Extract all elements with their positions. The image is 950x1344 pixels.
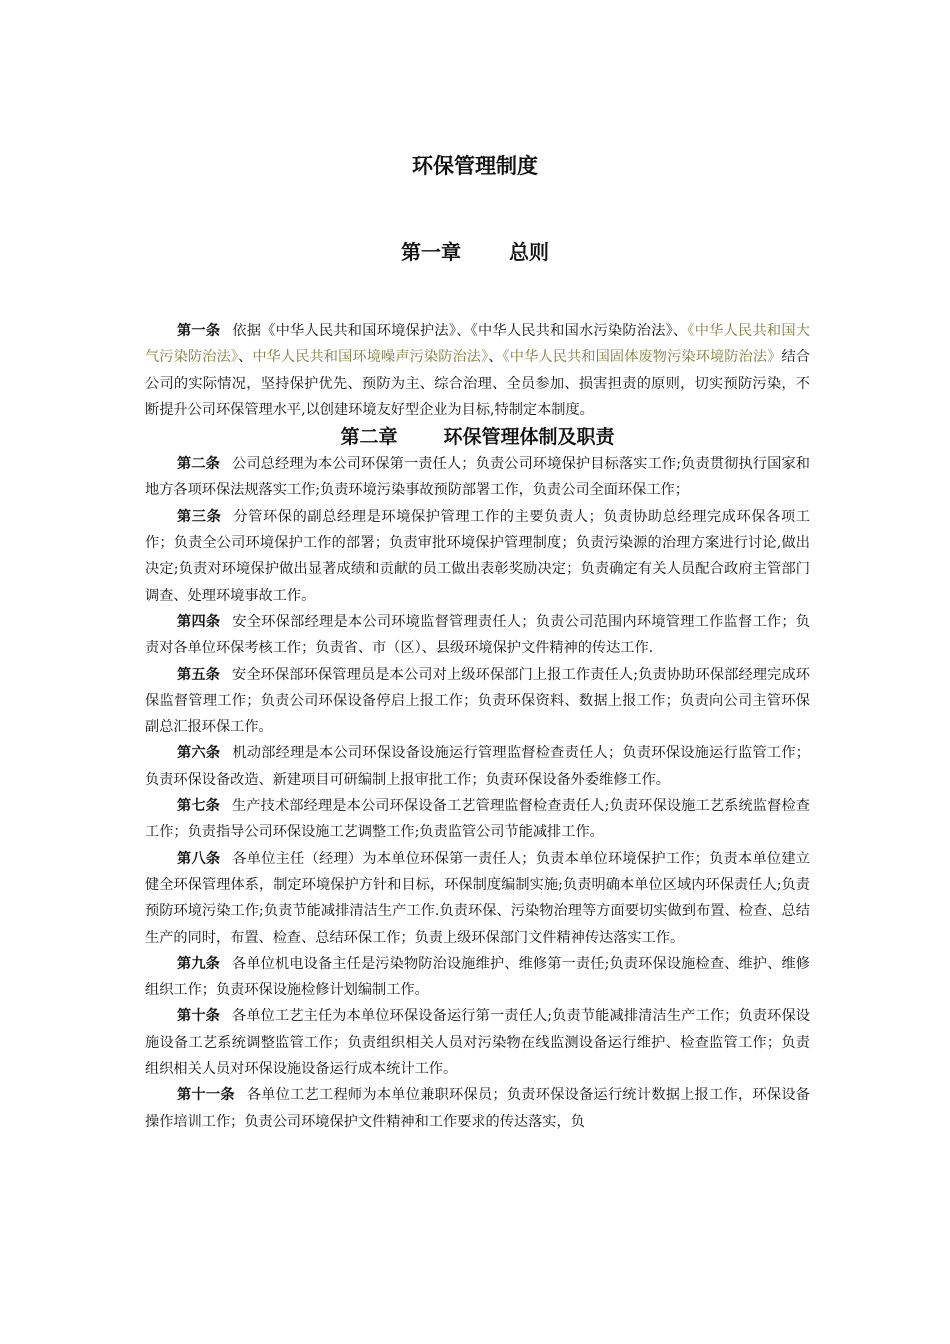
article-paragraph [145,740,810,793]
article-text: 安全环保部经理是本公司环境监督管理责任人；负责公司范围内环境管理工作监督工作；负责对各单位环保考核工作；负责省、市（区）、县级环境保护文件精神的传达工作. [145,613,810,657]
chapter-name: 总则 [509,240,549,264]
law-reference: 《中华人民共和国大气污染防治法》 [145,323,810,366]
article-paragraph [145,662,810,741]
article-paragraph [145,609,810,662]
separator: 、 [488,349,503,366]
law-reference: 《中华人民共和国固体废物污染环境防治法》 [502,349,782,366]
article-number: 第九条 [177,955,220,972]
chapter-name: 环保管理体制及职责 [443,426,615,449]
document-body [145,318,810,1135]
article-text: 生产技术部经理是本公司环保设备工艺管理监督检查责任人;负责环保设施工艺系统监督检查工作；负责指导公司环保设施工艺调整工作;负责监管公司节能减排工作。 [145,798,810,841]
article-number: 第八条 [177,850,221,867]
article-paragraph [145,451,810,504]
article-text: 各单位工艺主任为本单位环保设备运行第一责任人;负责节能减排清洁生产工作；负责环保设施设备工艺系统调整监管工作；负责组织相关人员对污染物在线监测设备运行维护、检查监管工作；负责组织相关人员对环保设施设备运行成本统计工作。 [145,1008,810,1078]
document-title: 环保管理制度 [412,154,538,178]
article-number: 第七条 [177,798,220,815]
article-text: 安全环保部环保管理员是本公司对上级环保部门上报工作责任人;负责协助环保部经理完成环保监督管理工作；负责公司环保设备停启上报工作；负责环保资料、数据上报工作；负责向公司主管环保副总汇报环保工作。 [145,666,810,736]
article-paragraph [145,951,810,1004]
article-text: 各单位工艺工程师为本单位兼职环保员；负责环保设备运行统计数据上报工作，环保设备操作培训工作；负责公司环境保护文件精神和工作要求的传达落实，负 [145,1087,810,1130]
article-text: 公司总经理为本公司环保第一责任人；负责公司环境保护目标落实工作;负责贯彻执行国家和地方各项环保法规落实工作;负责环境污染事故预防部署工作，负责公司全面环保工作； [145,456,810,499]
separator: 、 [238,349,253,366]
article-paragraph [145,793,810,846]
article-number: 第五条 [177,666,220,683]
article-number: 第十一条 [177,1087,235,1104]
article-text: 各单位主任（经理）为本单位环保第一责任人；负责本单位环境保护工作；负责本单位建立健全环保管理体系，制定环境保护方针和目标，环保制度编制实施;负责明确本单位区域内环保责任人;负责预防环境污染工作;负责节能减排清洁生产工作.负责环保、污染物治理等方面要切实做到布置、检查、总结生产的同时，布置、检查、总结环保工作；负责上级环保部门文件精神传达落实工作。 [145,850,810,946]
law-reference: 中华人民共和国环境噪声污染防治法》 [252,349,489,366]
article-paragraph [145,1082,810,1135]
chapter-number: 第二章 [340,426,398,449]
article-number: 第三条 [177,508,222,525]
article-text: 各单位机电设备主任是污染物防治设施维护、维修第一责任;负责环保设施检查、维护、维修组织工作；负责环保设施检修计划编制工作。 [145,955,810,999]
article-number: 第二条 [177,456,220,473]
article-number: 第四条 [177,613,221,630]
article-number: 第六条 [177,745,221,762]
article-text: 依据《中华人民共和国环境保护法》、《中华人民共和国水污染防治法》、 [232,323,688,339]
article-paragraph [145,846,810,951]
chapter-heading-1 [0,236,950,265]
article-text: 机动部经理是本公司环保设备设施运行管理监督检查责任人；负责环保设施运行监管工作；负责环保设备改造、新建项目可研编制上报审批工作；负责环保设备外委维修工作。 [145,745,810,788]
article-paragraph [145,1003,810,1082]
article-text: 结合公司的实际情况，坚持保护优先、预防为主、综合治理、全员参加、损害担责的原则，切实预防污染，不断提升公司环保管理水平,以创建环境友好型企业为目标,特制定本制度。 [145,349,810,418]
article-text: 分管环保的副总经理是环境保护管理工作的主要负责人；负责协助总经理完成环保各项工作；负责全公司环境保护工作的部署；负责审批环境保护管理制度；负责污染源的治理方案进行讨论,做出决定;负责对环境保护做出显著成绩和贡献的员工做出表彰奖励决定；负责确定有关人员配合政府主管部门调查、处理环境事故工作。 [145,508,810,604]
chapter-heading-2 [145,423,810,451]
chapter-number: 第一章 [401,240,461,264]
article-paragraph [145,504,810,609]
article-number: 第十条 [177,1008,220,1025]
article-number: 第一条 [177,323,221,339]
article-paragraph [145,318,810,423]
